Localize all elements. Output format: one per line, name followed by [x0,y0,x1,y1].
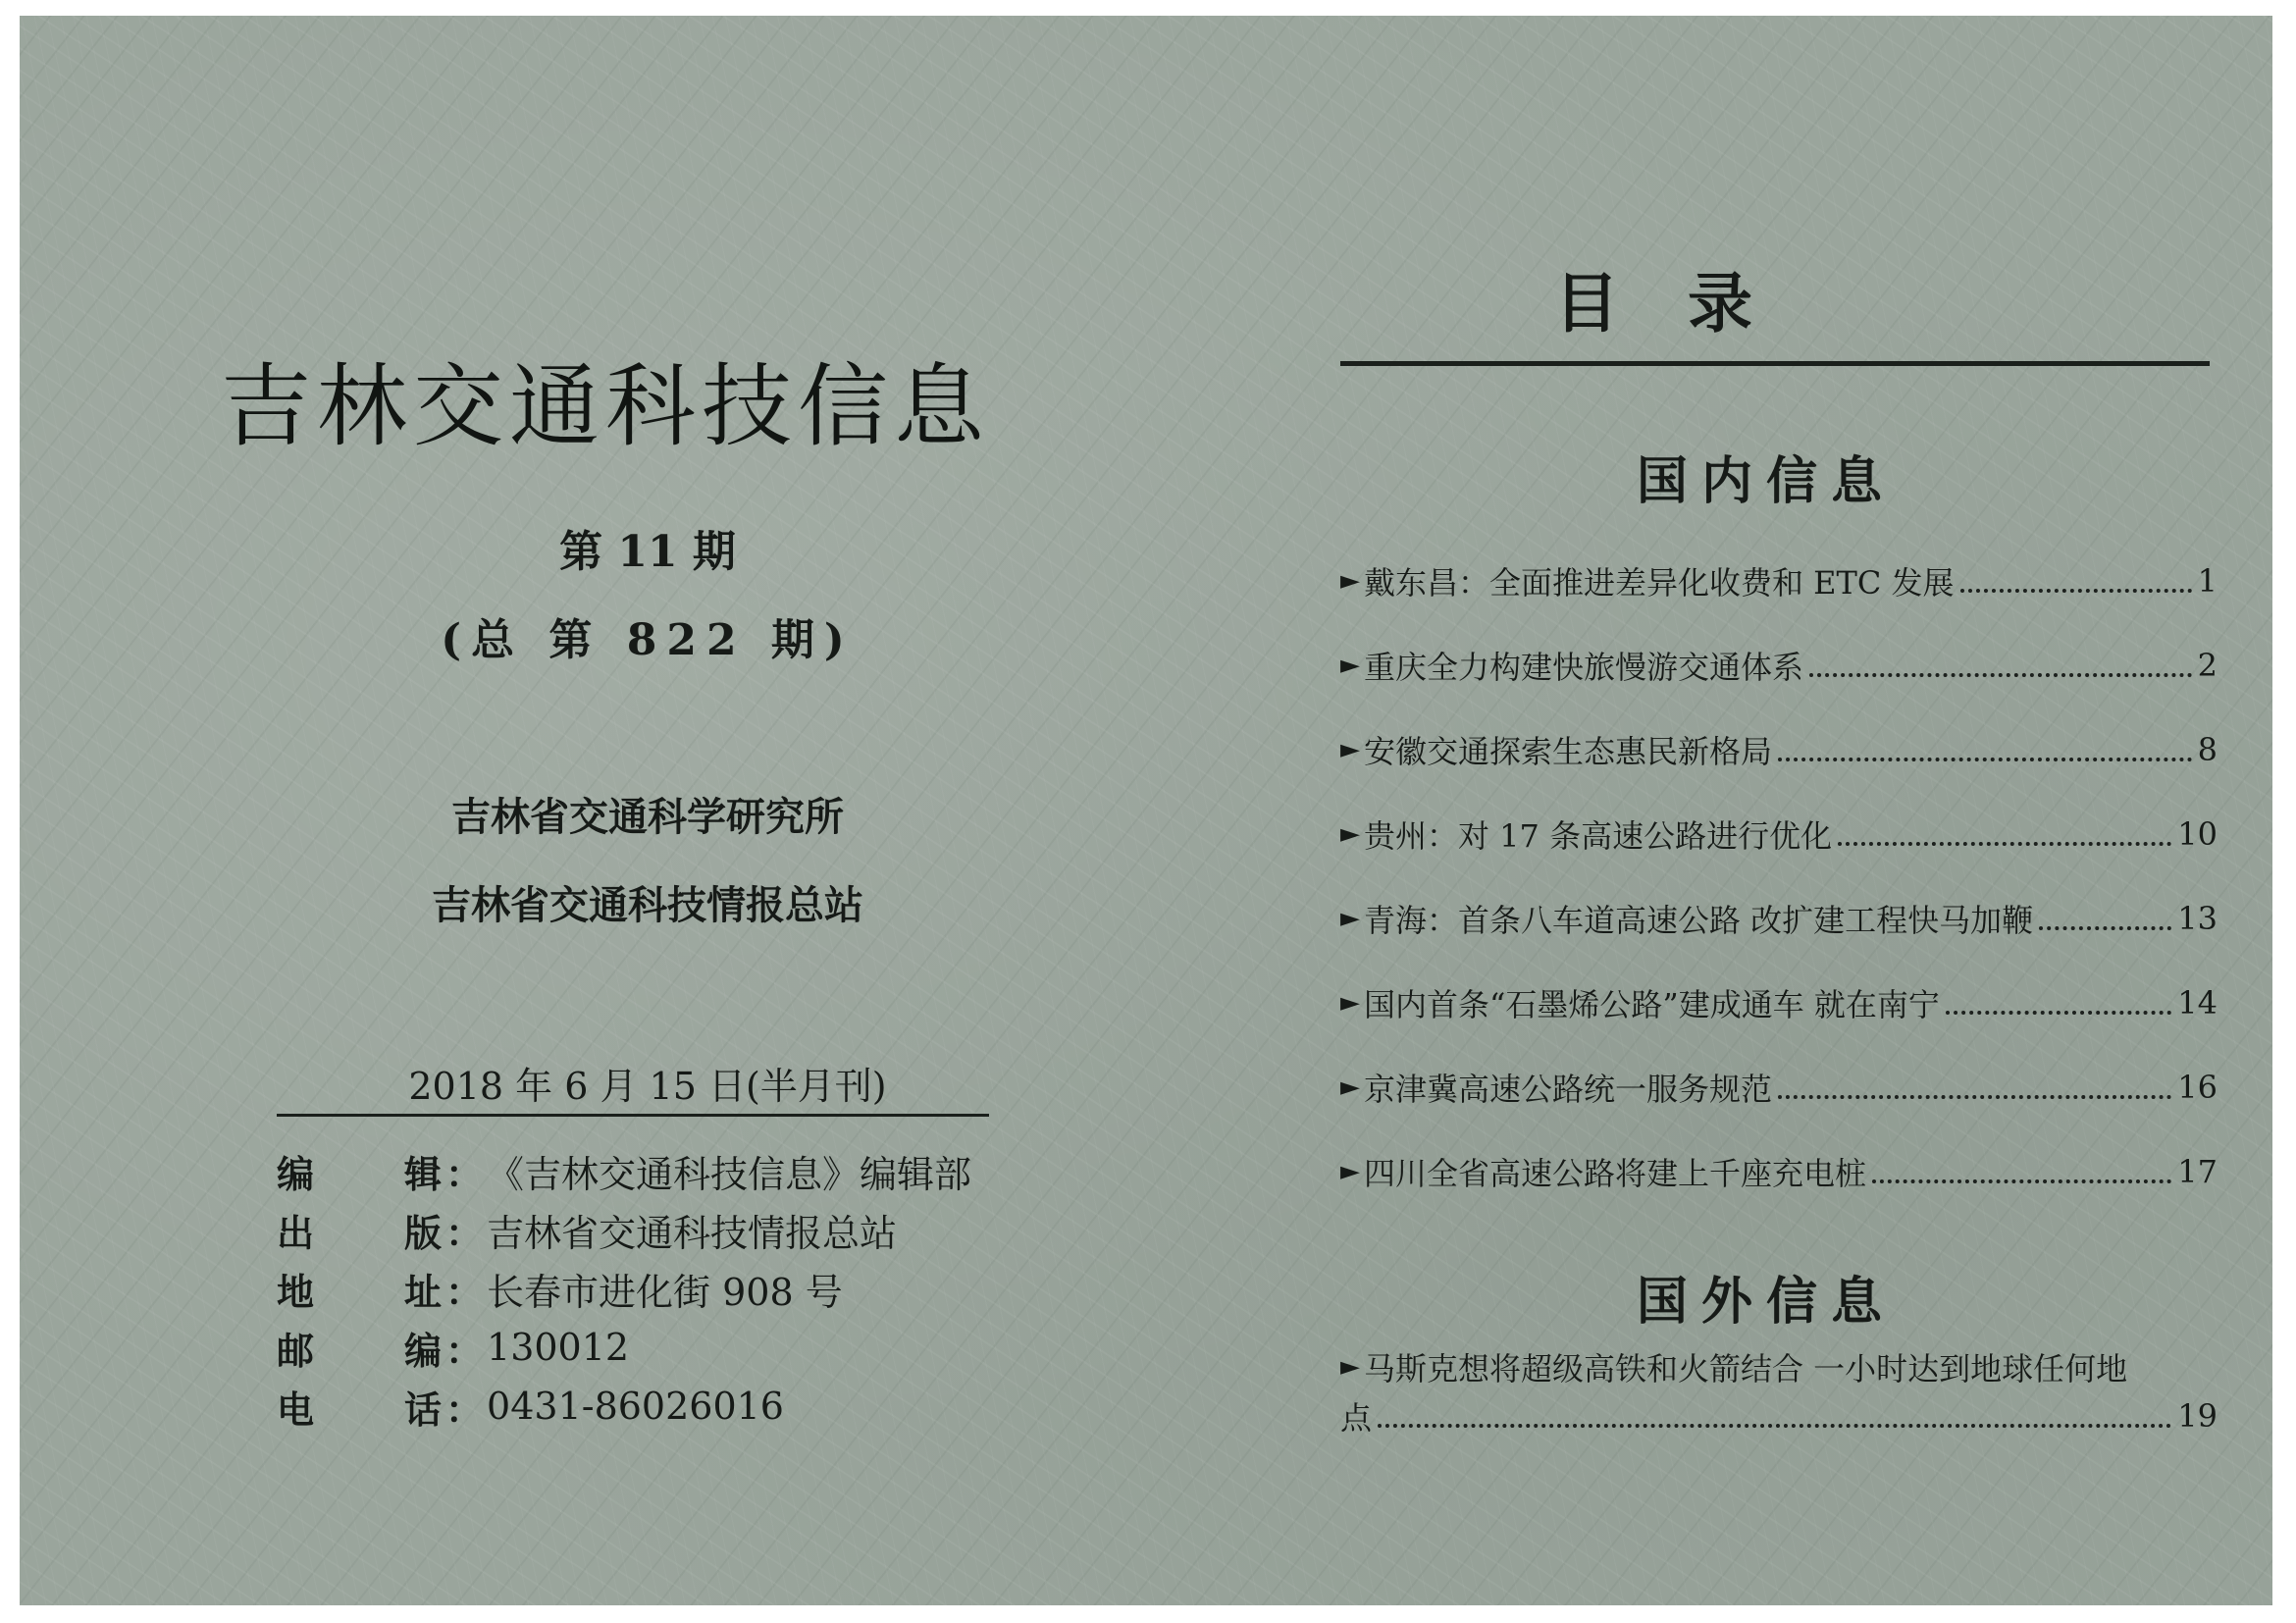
triangle-marker-icon: ► [1340,735,1360,764]
info-label: 出 版 [277,1210,442,1255]
dot-leader [1872,1179,2171,1183]
info-row-postcode: 邮 编 ： 130012 [277,1319,1022,1376]
info-value: 长春市进化街 908 号 [487,1270,843,1314]
dot-leader [2039,926,2171,930]
triangle-marker-icon: ► [1340,1073,1360,1102]
triangle-marker-icon: ► [1340,1352,1360,1382]
toc-item-page: 19 [2177,1397,2218,1435]
info-row-editor: 编 辑 ： 《吉林交通科技信息》编辑部 [277,1142,1022,1199]
toc-item-title: 贵州：对 17 条高速公路进行优化 [1364,817,1833,855]
triangle-marker-icon: ► [1340,566,1360,596]
total-issue-number: (总 第 822 期) [441,615,855,665]
toc-title: 目录 [1554,266,1821,341]
toc-item-title: 京津冀高速公路统一服务规范 [1364,1071,1773,1108]
toc-item[interactable] [1340,891,2218,946]
organization-institute: 吉林省交通科学研究所 [451,794,844,840]
toc-item-page: 16 [2177,1069,2218,1106]
toc-item[interactable] [1340,722,2218,777]
toc-item[interactable] [1340,1342,2218,1440]
info-row-phone: 电 话 ： 0431-86026016 [277,1378,1022,1435]
toc-item[interactable] [1340,638,2218,693]
dot-leader [1778,1095,2171,1099]
triangle-marker-icon: ► [1340,904,1360,933]
info-label: 电 话 [277,1387,442,1432]
triangle-marker-icon: ► [1340,819,1360,849]
info-value: 0431-86026016 [487,1385,784,1428]
toc-item-title: 国内首条“石墨烯公路”建成通车 就在南宁 [1364,986,1940,1023]
toc-item[interactable] [1340,1060,2218,1115]
toc-item-title-continued: 点 [1340,1399,1373,1437]
info-row-publisher: 出 版 ： 吉林省交通科技情报总站 [277,1201,1022,1258]
dot-leader [1378,1424,2171,1428]
info-label: 邮 编 [277,1328,442,1373]
toc-item[interactable] [1340,553,2218,608]
toc-item-title: 四川全省高速公路将建上千座充电桩 [1364,1155,1867,1192]
toc-divider [1340,361,2210,366]
toc-item-title: 重庆全力构建快旅慢游交通体系 [1364,649,1804,686]
toc-item-page: 8 [2197,731,2218,768]
journal-cover [20,16,2272,1605]
triangle-marker-icon: ► [1340,651,1360,680]
toc-item[interactable] [1340,1144,2218,1199]
info-label: 编 辑 [277,1151,442,1196]
info-label: 地 址 [277,1269,442,1314]
toc-item[interactable] [1340,807,2218,862]
toc-item[interactable] [1340,975,2218,1030]
triangle-marker-icon: ► [1340,1157,1360,1186]
publication-date: 2018 年 6 月 15 日(半月刊) [408,1065,887,1108]
info-value: 《吉林交通科技信息》编辑部 [487,1152,972,1196]
info-row-address: 地 址 ： 长春市进化街 908 号 [277,1260,1022,1317]
dot-leader [1946,1011,2171,1015]
toc-item-page: 14 [2177,984,2218,1021]
dot-leader [1960,589,2192,593]
divider-line [277,1114,989,1117]
info-value: 吉林省交通科技情报总站 [487,1211,898,1255]
toc-item-page: 17 [2177,1153,2218,1190]
issue-number: 第 11 期 [559,527,736,577]
toc-item-title: 青海：首条八车道高速公路 改扩建工程快马加鞭 [1364,902,2034,939]
organization-station: 吉林省交通科技情报总站 [432,882,863,928]
toc-item-page: 13 [2177,900,2218,937]
toc-item-page: 1 [2197,562,2218,600]
section-heading-domestic: 国内信息 [1636,452,1896,511]
toc-item-title: 马斯克想将超级高铁和火箭结合 一小时达到地球任何地 [1364,1350,2128,1387]
toc-item-title: 戴东昌：全面推进差异化收费和 ETC 发展 [1364,564,1955,602]
toc-item-page: 2 [2197,647,2218,684]
toc-item-page: 10 [2177,815,2218,853]
toc-item-title: 安徽交通探索生态惠民新格局 [1364,733,1773,770]
section-heading-foreign: 国外信息 [1636,1273,1896,1332]
info-value: 130012 [487,1326,630,1369]
dot-leader [1809,673,2192,677]
triangle-marker-icon: ► [1340,988,1360,1018]
journal-title: 吉林交通科技信息 [221,354,991,459]
dot-leader [1838,842,2171,846]
dot-leader [1778,758,2192,761]
